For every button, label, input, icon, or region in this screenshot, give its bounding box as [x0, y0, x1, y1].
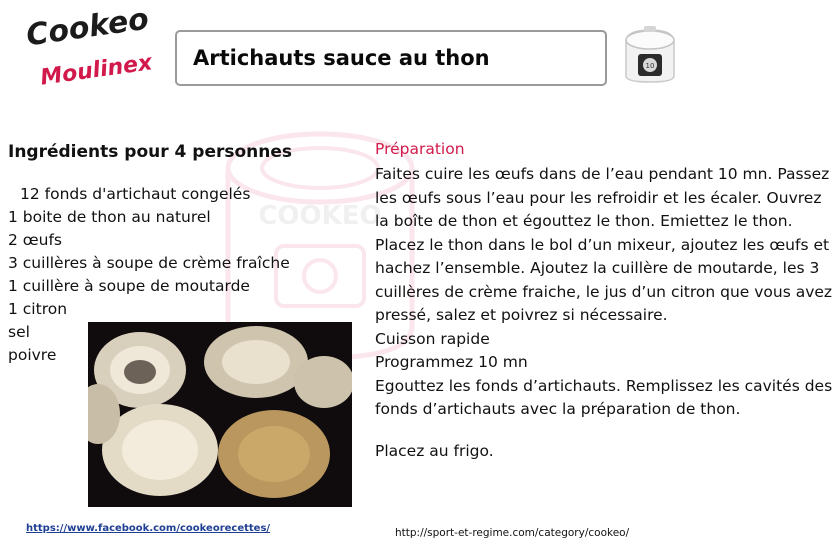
cookeo-appliance-icon: [614, 18, 686, 90]
list-item: 12 fonds d'artichaut congelés: [20, 185, 251, 203]
paragraph-spacer: [375, 422, 833, 440]
facebook-link[interactable]: https://www.facebook.com/cookeorecettes/: [26, 523, 271, 534]
list-item: 1 cuillère à soupe de moutarde: [8, 277, 250, 295]
preparation-paragraph: Faites cuire les œufs dans de l’eau pendant 10 mn. Passez les œufs sous l’eau pour les refroidir et les écaler. Ouvrez la boîte de thon et égouttez le thon. Emiettez le thon. Placez le thon dans le bol d’un mixeur, ajoutez les œufs et hachez l’ensemble. Ajoutez la cuillère de moutarde, les 3 cuillères de crème fraiche, le jus d’un citron que vous avez pressé, salez et poivrez si nécessaire.: [375, 165, 833, 324]
preparation-paragraph: Cuisson rapide: [375, 329, 490, 348]
list-item: 1 citron: [8, 300, 68, 318]
list-item: 3 cuillères à soupe de crème fraîche: [8, 254, 290, 272]
brand-logo-sub: Moulinex: [38, 50, 154, 91]
ingredients-heading: Ingrédients pour 4 personnes: [8, 142, 293, 162]
svg-text:COOKEO: COOKEO: [258, 201, 382, 231]
website-link[interactable]: http://sport-et-regime.com/category/cookeo/: [395, 527, 630, 539]
page-title: Artichauts sauce au thon: [193, 46, 490, 70]
preparation-closing: Placez au frigo.: [375, 441, 494, 460]
preparation-heading: Préparation: [375, 140, 465, 158]
list-item: poivre: [8, 346, 57, 364]
artichoke-hearts-photo: [88, 322, 352, 507]
preparation-body: [375, 163, 833, 463]
brand-logo: [18, 1, 183, 106]
preparation-paragraph: Programmez 10 mn: [375, 353, 528, 371]
list-item: 2 œufs: [8, 231, 63, 249]
list-item: 1 boite de thon au naturel: [8, 208, 211, 226]
recipe-title-box: [175, 30, 607, 86]
preparation-paragraph: Egouttez les fonds d’artichauts. Remplissez les cavités des fonds d’artichauts avec la préparation de thon.: [375, 376, 833, 418]
brand-logo-main: Cookeo: [24, 1, 151, 54]
list-item: sel: [8, 323, 30, 341]
svg-text:10: 10: [645, 62, 655, 70]
